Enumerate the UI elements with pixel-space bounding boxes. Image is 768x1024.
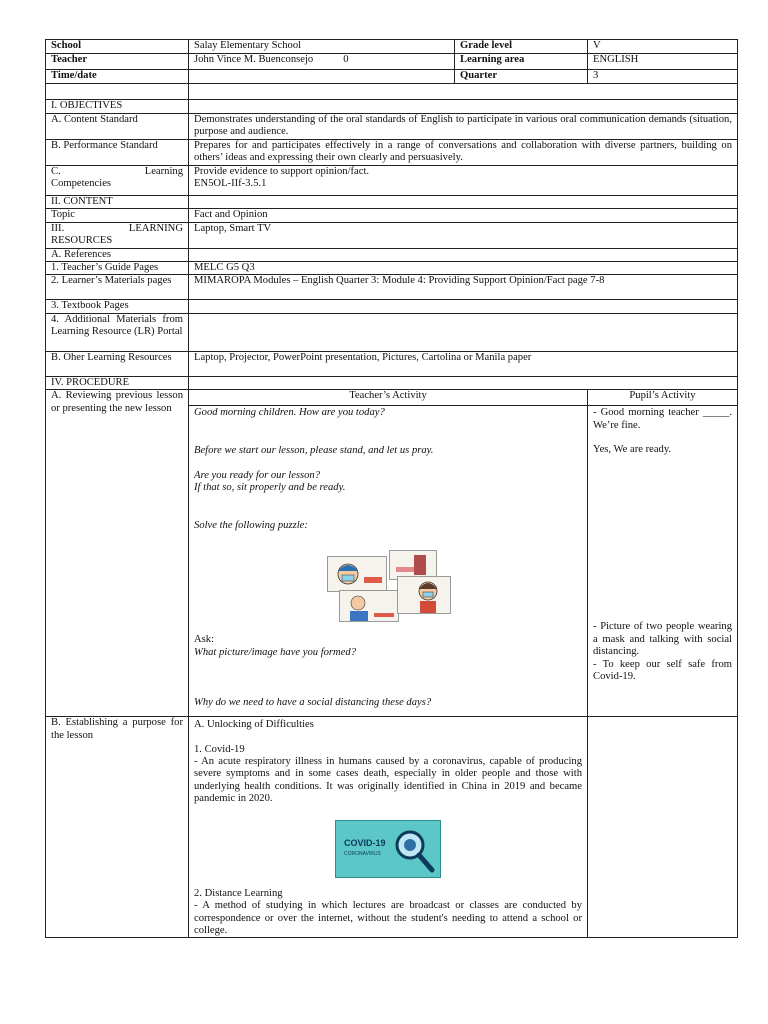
- competencies-label-line2: Competencies: [51, 178, 112, 190]
- door-icon: [390, 551, 436, 579]
- learning-resources-heading: III. LEARNING RESOURCES: [46, 222, 189, 248]
- unlocking-difficulties: A. Unlocking of Difficulties: [194, 719, 314, 731]
- content-standard-text: Demonstrates understanding of the oral standards of English to participate in various oral communication demands (situation, purpose and audience.: [189, 114, 738, 140]
- girl-with-mask-icon: [398, 577, 450, 613]
- learning-area-value: ENGLISH: [588, 54, 738, 70]
- quarter-label: Quarter: [455, 70, 588, 84]
- blank-cell: [189, 313, 738, 351]
- covid-image-sublabel: CORONAVIRUS: [344, 850, 381, 857]
- learning-resources-value: Laptop, Smart TV: [189, 222, 738, 248]
- procedure-a-teacher: [189, 406, 588, 717]
- teacher-puzzle-instruction: Solve the following puzzle:: [194, 519, 308, 531]
- puzzle-piece: [327, 556, 387, 592]
- additional-materials-label: 4. Additional Materials from Learning Resource (LR) Portal: [46, 313, 189, 351]
- teacher-ready-instruction: If that so, sit properly and be ready.: [194, 482, 346, 494]
- school-label: School: [46, 40, 189, 54]
- competencies-label: [46, 166, 189, 196]
- performance-standard-label: B. Performance Standard: [46, 140, 189, 166]
- distance-learning-definition: - A method of studying in which lectures are broadcast or classes are conducted by correspondence or over the internet, without the student's needing to attend a school or college.: [194, 900, 582, 936]
- procedure-a-pupil: [588, 406, 738, 717]
- puzzle-piece: [397, 576, 451, 614]
- pupil-answer-2: - To keep our self safe from Covid-19.: [593, 658, 732, 683]
- teachers-guide-label: 1. Teacher’s Guide Pages: [46, 262, 189, 275]
- objectives-heading: I. OBJECTIVES: [46, 100, 189, 114]
- procedure-b-pupil: [588, 717, 738, 938]
- teacher-ask: Ask:: [194, 634, 215, 646]
- pupil-answer-1: - Picture of two people wearing a mask and talking with social distancing.: [593, 621, 732, 658]
- teacher-ready-question: Are you ready for our lesson?: [194, 470, 321, 482]
- competencies-text: [189, 166, 738, 196]
- school-value: Salay Elementary School: [189, 40, 455, 54]
- topic-value: Fact and Opinion: [189, 209, 738, 222]
- teacher-activity-header: Teacher’s Activity: [189, 390, 588, 406]
- time-label: Time/date: [46, 70, 189, 84]
- procedure-b-label: B. Establishing a purpose for the lesson: [46, 717, 189, 938]
- learners-materials-value: MIMAROPA Modules – English Quarter 3: Module 4: Providing Support Opinion/Fact page 7-8: [189, 275, 738, 300]
- covid-definition: - An acute respiratory illness in humans caused by a coronavirus, capable of producing severe symptoms and in some cases death, especially in older people and those with underlying health conditions. It was originally identified in China in 2019 and became pandemic in 2020.: [194, 756, 582, 805]
- covid-term: 1. Covid-19: [194, 743, 245, 755]
- grade-label: Grade level: [455, 40, 588, 54]
- content-standard-label: A. Content Standard: [46, 114, 189, 140]
- grade-value: V: [588, 40, 738, 54]
- time-value: [189, 70, 455, 84]
- pupil-activity-header: Pupil’s Activity: [588, 390, 738, 406]
- covid-image-label: COVID-19: [344, 837, 386, 848]
- teacher-pray: Before we start our lesson, please stand, and let us pray.: [194, 444, 434, 456]
- distance-learning-term: 2. Distance Learning: [194, 887, 283, 899]
- learning-area-label: Learning area: [455, 54, 588, 70]
- references-label: A. References: [46, 248, 189, 261]
- teachers-guide-value: MELC G5 Q3: [189, 262, 738, 275]
- other-resources-label: B. Oher Learning Resources: [46, 351, 189, 376]
- blank-cell: [189, 100, 738, 114]
- competency-statement: Provide evidence to support opinion/fact.: [194, 166, 370, 177]
- magnifier-virus-icon: [392, 827, 436, 873]
- teacher-extra: 0: [343, 54, 349, 65]
- quarter-value: 3: [588, 70, 738, 84]
- procedure-b-teacher: [189, 717, 588, 938]
- blank-cell: [189, 248, 738, 261]
- person-icon: [340, 591, 398, 621]
- procedure-a-label: A. Reviewing previous lesson or presenting the new lesson: [46, 390, 189, 717]
- competency-code: EN5OL-IIf-3.5.1: [194, 178, 267, 190]
- pupil-greeting: - Good morning teacher _____. We’re fine.: [593, 407, 732, 431]
- teacher-greeting: Good morning children. How are you today?: [194, 407, 385, 419]
- blank-cell: [189, 376, 738, 389]
- textbook-pages-label: 3. Textbook Pages: [46, 300, 189, 313]
- topic-label: Topic: [46, 209, 189, 222]
- blank-cell: [189, 196, 738, 209]
- teacher-label: Teacher: [46, 54, 189, 70]
- blank-cell: [189, 84, 738, 100]
- teacher-question-1: What picture/image have you formed?: [194, 646, 357, 658]
- puzzle-image: [323, 550, 453, 622]
- other-resources-value: Laptop, Projector, PowerPoint presentation, Pictures, Cartolina or Manila paper: [189, 351, 738, 376]
- performance-standard-text: Prepares for and participates effectively in a range of conversations and collaboration with diverse partners, building on others’ ideas and expressing their own clearly and persuasively.: [189, 140, 738, 166]
- learners-materials-label: 2. Learner’s Materials pages: [46, 275, 189, 300]
- competencies-label-line1: C. Learning: [51, 166, 183, 177]
- teacher-name: John Vince M. Buenconsejo: [194, 54, 314, 65]
- puzzle-piece: [339, 590, 399, 622]
- boy-with-mask-icon: [328, 557, 386, 591]
- blank-cell: [189, 300, 738, 313]
- teacher-value: [189, 54, 455, 70]
- pupil-ready: Yes, We are ready.: [593, 444, 672, 456]
- teacher-question-2: Why do we need to have a social distancing these days?: [194, 697, 432, 709]
- lesson-plan-table: [45, 39, 738, 938]
- blank-cell: [46, 84, 189, 100]
- procedure-heading: IV. PROCEDURE: [46, 376, 189, 389]
- covid-image: [335, 820, 441, 878]
- content-heading: II. CONTENT: [46, 196, 189, 209]
